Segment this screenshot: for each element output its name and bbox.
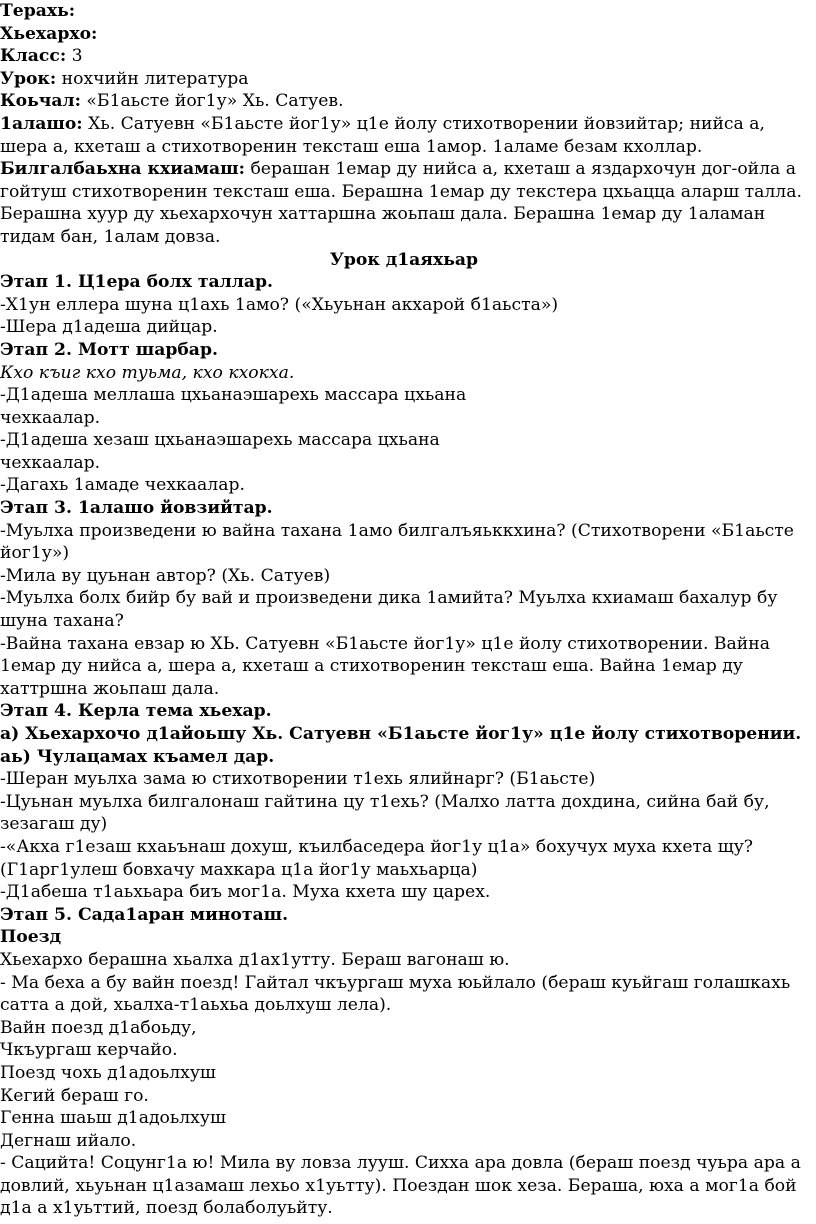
- topic-value: «Б1аьсте йог1у» Хь. Сатуев.: [80, 91, 344, 112]
- lesson-label: Урок:: [0, 68, 57, 89]
- topic-label: Коьчал:: [0, 91, 81, 112]
- stage4-sub-a: а) Хьехархочо д1айоьшу Хь. Сатуевн «Б1аьсте йог1у» ц1е йолу стихотворении.: [0, 724, 802, 744]
- educator-label: Хьехархо:: [0, 23, 98, 44]
- stage5-line: Хьехархо берашна хьалха д1ах1утту. Бераш вагонаш ю.: [0, 949, 510, 970]
- lesson-value: нохчийн литература: [56, 68, 249, 89]
- stage3-line: -Муьлха болх бийр бу вай и произведени дика 1амийта? Муьлха кхиамаш бахалур бу шуна тахана?: [0, 588, 778, 632]
- topic-field: [0, 90, 808, 113]
- stage4-line: -Цуьнан муьлха билгалонаш гайтина цу т1ехь? (Малхо латта дохдина, сийна бай бу, зезагаш ду): [0, 791, 770, 835]
- poem-line: Кегий бераш го.: [0, 1085, 149, 1106]
- stage4-title: Этап 4. Керла тема хьехар.: [0, 701, 272, 722]
- skills-field: [0, 158, 808, 248]
- stage3-title: Этап 3. 1алашо йовзийтар.: [0, 498, 273, 519]
- skills-value: берашан 1емар ду нийса а, кхеташ а яздархочун дог-ойла а гойтуш стихотворенин тексташ еша. Берашна 1емар ду текстера цхьацца аларш талла. Берашна хуур ду хьехархочун хаттаршна жоьпаш дала. Берашна 1емар ду 1аламан тидам бан, 1алам довза.: [0, 159, 802, 247]
- stage3-line: -Мила ву цуьнан автор? (Хь. Сатуев): [0, 565, 331, 586]
- stage2-line: -Д1адеша хезаш цхьанаэшарехь массара цхьана: [0, 430, 440, 451]
- poem-line: Вайн поезд д1абоьду,: [0, 1017, 197, 1038]
- skills-label: Билгалбаьхна кхиамаш:: [0, 159, 245, 180]
- class-field: [0, 45, 808, 68]
- educator-field: [0, 23, 808, 46]
- poem-line: Чкъургаш керчайо.: [0, 1040, 178, 1061]
- stage5-line: - Сацийта! Соцунг1а ю! Мила ву ловза лууш. Сихха ара довла (бераш поезд чуьра ара а довлий, хьуьнан ц1азамаш лехьо х1уьтту). Поездан шок хеза. Бераша, юха а мог1а бой д1а а х1уьттий, поезд болаболуьйту.: [0, 1153, 801, 1219]
- goal-label: 1алашо:: [0, 113, 83, 134]
- lesson-field: [0, 68, 808, 91]
- class-label: Класс:: [0, 46, 67, 67]
- stage5-subtitle: Поезд: [0, 927, 62, 948]
- stage3-line: -Муьлха произведени ю вайна тахана 1амо билгалъяьккхина? (Стихотворени «Б1аьсте йог1у»): [0, 520, 794, 564]
- class-value: 3: [66, 46, 83, 67]
- stage1-title: Этап 1. Ц1ера болх таллар.: [0, 272, 274, 293]
- stage2-line: -Дагахь 1амаде чехкаалар.: [0, 475, 245, 496]
- stage5-title: Этап 5. Сада1аран миноташ.: [0, 904, 289, 925]
- stage3-line: -Вайна тахана евзар ю ХЬ. Сатуевн «Б1аьсте йог1у» ц1е йолу стихотворении. Вайна 1емар ду нийса а, шера а, кхеташ а стихотворенин тексташ еша. Вайна 1емар ду хаттршна жоьпаш дала.: [0, 633, 770, 699]
- stage2-line: чехкаалар.: [0, 452, 101, 473]
- stage4-sub-b: аь) Чулацамах къамел дар.: [0, 746, 275, 767]
- tongue-twister: Кхо къиг кхо туьма, кхо кхокха.: [0, 362, 295, 383]
- stage2-title: Этап 2. Мотт шарбар.: [0, 339, 218, 360]
- stage1-line: -Шера д1адеша дийцар.: [0, 317, 218, 338]
- teacher-label: Терахь:: [0, 1, 76, 21]
- lesson-title: Урок д1аяхьар: [329, 249, 479, 270]
- stage5-line: - Ма беха а бу вайн поезд! Гайтал чкъургаш муха юьйлало (бераш куьйгаш голашкахь сатта а дой, хьалха-т1аьхьа доьлхуш лела).: [0, 972, 791, 1016]
- stage2-line: -Д1адеша меллаша цхьанаэшарехь массара цхьана: [0, 385, 467, 406]
- goal-value: Хь. Сатуевн «Б1аьсте йог1у» ц1е йолу стихотворении йовзийтар; нийса а, шера а, кхеташ а стихотворенин тексташ еша 1амор. 1аламе безам кхоллар.: [0, 113, 765, 157]
- poem-line: Генна шаьш д1адоьлхуш: [0, 1108, 226, 1129]
- stage4-line: -«Акха г1езаш кхаьънаш дохуш, къилбаседера йог1у ц1а» бохучух муха кхета щу? (Г1арг1улеш бовхачу махкара ц1а йог1у маьхьарца): [0, 836, 754, 880]
- stage4-line: -Д1абеша т1аьхьара биъ мог1а. Муха кхета шу царех.: [0, 882, 491, 903]
- stage4-line: -Шеран муьлха зама ю стихотворении т1ехь ялийнарг? (Б1аьсте): [0, 769, 596, 790]
- poem-line: Поезд чохь д1адоьлхуш: [0, 1062, 216, 1083]
- teacher-field: [0, 0, 808, 23]
- stage2-line: чехкаалар.: [0, 407, 101, 428]
- stage1-line: -Х1ун еллера шуна ц1ахь 1амо? («Хьуьнан акхарой б1аьста»): [0, 294, 559, 315]
- goal-field: [0, 113, 808, 158]
- poem-line: Дегнаш ийало.: [0, 1130, 137, 1151]
